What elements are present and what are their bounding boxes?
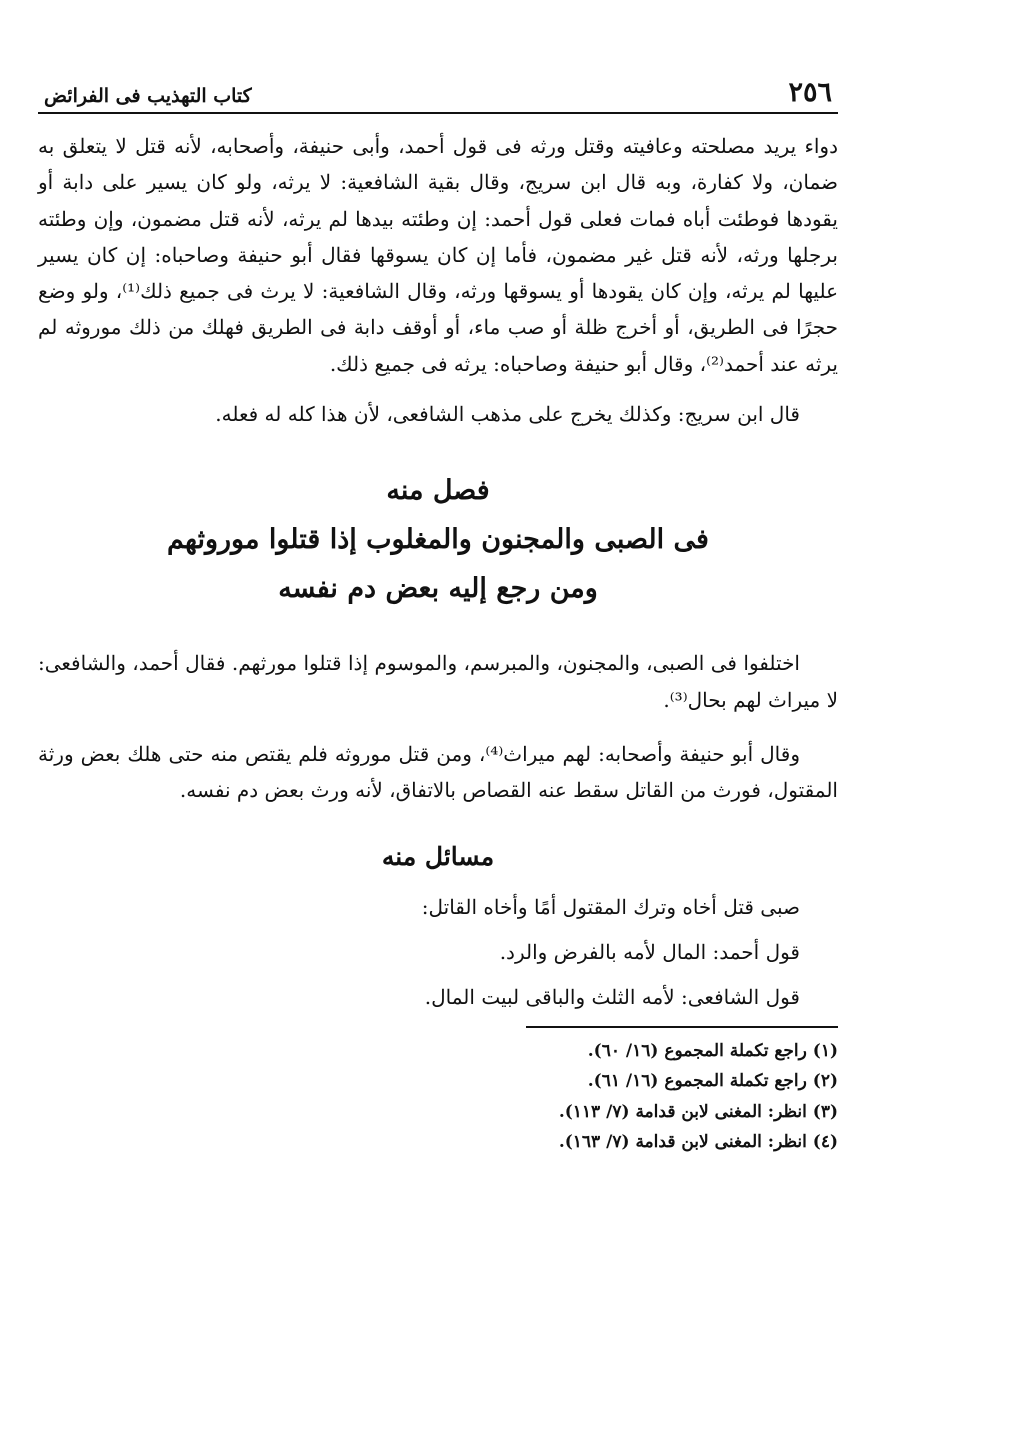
paragraph-disagreement: اختلفوا فى الصبى، والمجنون، والمبرسم، والموسوم إذا قتلوا مورثهم. فقال أحمد، والشافعى: لا ميراث لهم بحال⁽³⁾. [38, 651, 838, 712]
section-heading-line-2: فى الصبى والمجنون والمغلوب إذا قتلوا موروثهم [167, 524, 709, 556]
footnote-divider [526, 1026, 838, 1028]
paragraph-ibn-surayj: قال ابن سريج: وكذلك يخرج على مذهب الشافعى، لأن هذا كله له فعله. [215, 402, 800, 427]
book-page [38, 78, 838, 1158]
footnote-1: (١) راجع تكملة المجموع (١٦/ ٦٠). [587, 1040, 838, 1061]
footnote-4: (٤) انظر: المغنى لابن قدامة (٧/ ١٦٣). [558, 1132, 838, 1153]
section-heading-line-3: ومن رجع إليه بعض دم نفسه [278, 573, 598, 605]
section-heading-line-1: فصل منه [386, 475, 490, 507]
page-number: ٢٥٦ [788, 77, 832, 108]
shafii-opinion: قول الشافعى: لأمه الثلث والباقى لبيت المال. [424, 984, 800, 1009]
footnotes [38, 1036, 838, 1158]
book-title: كتاب التهذيب فى الفرائض [44, 85, 252, 107]
section-heading [38, 466, 838, 613]
problem-lines [38, 885, 838, 1020]
main-text [38, 128, 838, 432]
footnote-3: (٣) انظر: المغنى لابن قدامة (٧/ ١١٣). [558, 1101, 838, 1122]
problem-statement: صبى قتل أخاه وترك المقتول أمًا وأخاه القاتل: [421, 894, 800, 919]
paragraph-abu-hanifa: وقال أبو حنيفة وأصحابه: لهم ميراث⁽⁴⁾، ومن قتل موروثه فلم يقتص منه حتى هلك بعض ورثة المقتول، فورث من القاتل سقط عنه القصاص بالاتفاق، لأنه ورث بعض دم نفسه. [38, 741, 838, 803]
ahmad-opinion: قول أحمد: المال لأمه بالفرض والرد. [499, 939, 800, 964]
paragraph-continued: دواء يريد مصلحته وعافيته وقتل ورثه فى قول أحمد، وأبى حنيفة، وأصحابه، لأنه قتل لا يتعلق به ضمان، ولا كفارة، وبه قال ابن سريج، وقال بقية الشافعية: لا يرثه، ولو كان يسير على دابة أو يقودها فوطئت أباه فمات فعلى قول أحمد: إن وطئته بيدها لم يرثه، لأنه قتل مضمون، وإن وطئته برجلها ورثه، لأنه قتل غير مضمون، فأما إن كان يسوقها فقال أبو حنيفة وصاحباه: إن كان يسير عليها لم يرثه، وإن كان يقودها أو يسوقها ورثه، وقال الشافعية: لا يرث فى جميع ذلك⁽¹⁾، ولو وضع حجرًا فى الطريق، أو أخرج ظلة أو صب ماء، أو أوقف دابة فى الطريق فهلك من ذلك موروثه لم يرثه عند أحمد⁽²⁾، وقال أبو حنيفة وصاحباه: يرثه فى جميع ذلك. [38, 134, 839, 376]
footnote-2: (٢) راجع تكملة المجموع (١٦/ ٦١). [587, 1071, 838, 1092]
section-text [38, 645, 838, 808]
running-header [38, 78, 838, 114]
subsection-heading: مسائل منه [381, 841, 495, 871]
